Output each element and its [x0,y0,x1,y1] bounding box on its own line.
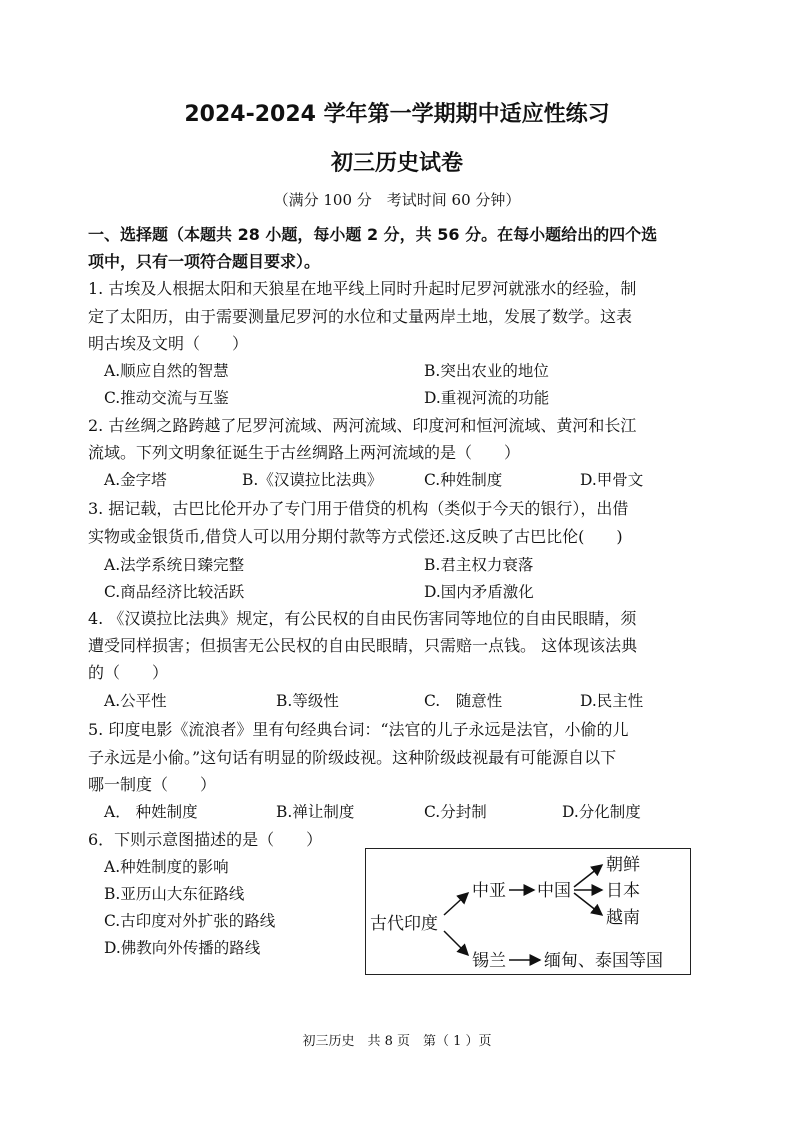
page-footer: 初三历史 共 8 页 第（ 1 ）页 [302,1034,492,1049]
question-3-option-d: D.国内矛盾激化 [424,583,534,601]
question-5-line2: 子永远是小偷。”这句话有明显的阶级歧视。这种阶级歧视最有可能源自以下 [88,748,617,767]
question-2-option-a: A.金字塔 [104,471,167,489]
diagram-origin-label: 古代印度 [370,914,438,934]
question-2-option-c: C.种姓制度 [424,471,503,489]
question-5-option-c: C.分封制 [424,803,487,821]
section-heading-line1: 一、选择题（本题共 28 小题，每小题 2 分，共 56 分。在每小题给出的四个选 [88,225,658,244]
buddhism-spread-diagram [365,848,691,975]
exam-subtitle: 初三历史试卷 [330,151,463,176]
question-4-line3: 的（ ） [88,663,169,682]
question-4-line1: 4. 《汉谟拉比法典》规定，有公民权的自由民伤害同等地位的自由民眼睛，须 [88,609,637,628]
diagram-svg [366,849,692,976]
exam-title: 2024-2024 学年第一学期期中适应性练习 [184,102,610,127]
question-6-line1: 6．下则示意图描述的是（ ） [88,830,323,849]
diagram-dest3-label: 越南 [606,908,640,928]
question-2-option-d: D.甲骨文 [580,471,644,489]
section-heading-line2: 项中，只有一项符合题目要求）。 [88,252,321,271]
question-1-option-c: C.推动交流与互鉴 [104,389,229,407]
arrow-china-to-vietnam [574,893,602,915]
question-3-line2: 实物或金银货币,借贷人可以用分期付款等方式偿还.这反映了古巴比伦( ) [88,527,623,546]
question-6-option-d: D.佛教向外传播的路线 [104,939,261,957]
question-1-option-d: D.重视河流的功能 [424,389,550,407]
question-6-option-a: A.种姓制度的影响 [104,858,229,876]
question-6-option-b: B.亚历山大东征路线 [104,885,245,903]
diagram-dest2-label: 日本 [606,881,640,901]
diagram-mid1-label: 中亚 [472,881,506,901]
question-2-line2: 流域。下列文明象征诞生于古丝绸路上两河流域的是（ ） [88,443,521,462]
diagram-dest4-label: 缅甸、泰国等国 [544,951,663,971]
question-5-line1: 5. 印度电影《流浪者》里有句经典台词：“法官的儿子永远是法官，小偷的儿 [88,720,629,739]
question-1-line3: 明古埃及文明（ ） [88,334,249,353]
question-6-option-c: C.古印度对外扩张的路线 [104,912,276,930]
arrow-china-to-korea [574,865,602,887]
question-1-line2: 定了太阳历，由于需要测量尼罗河的水位和丈量两岸土地，发展了数学。这表 [88,307,633,326]
question-4-option-d: D.民主性 [580,692,644,710]
question-3-option-a: A.法学系统日臻完整 [104,556,245,574]
question-4-line2: 遭受同样损害；但损害无公民权的自由民眼睛，只需赔一点钱。 这体现该法典 [88,636,638,655]
question-5-option-d: D.分化制度 [562,803,641,821]
question-1-option-a: A.顺应自然的智慧 [104,362,229,380]
question-5-option-a: A． 种姓制度 [104,803,198,821]
arrow-india-to-central-asia [444,893,468,915]
diagram-mid3-label: 锡兰 [472,951,506,971]
question-3-option-c: C.商品经济比较活跃 [104,583,245,601]
question-4-option-a: A.公平性 [104,692,167,710]
arrow-india-to-ceylon [444,931,468,955]
question-4-option-b: B.等级性 [276,692,339,710]
question-4-option-c: C. 随意性 [424,692,503,710]
question-1-line1: 1. 古埃及人根据太阳和天狼星在地平线上同时升起时尼罗河就涨水的经验，制 [88,279,637,298]
question-2-option-b: B.《汉谟拉比法典》 [242,471,383,489]
diagram-dest1-label: 朝鲜 [606,855,640,875]
question-2-line1: 2. 古丝绸之路跨越了尼罗河流域、两河流域、印度河和恒河流域、黄河和长江 [88,416,637,435]
question-3-option-b: B.君主权力衰落 [424,556,534,574]
question-5-option-b: B.禅让制度 [276,803,355,821]
diagram-mid2-label: 中国 [537,881,571,901]
question-3-line1: 3. 据记载，古巴比伦开办了专门用于借贷的机构（类似于今天的银行），出借 [88,499,629,518]
exam-info: （满分 100 分 考试时间 60 分钟） [273,191,521,209]
question-1-option-b: B.突出农业的地位 [424,362,549,380]
question-5-line3: 哪一制度（ ） [88,775,217,794]
